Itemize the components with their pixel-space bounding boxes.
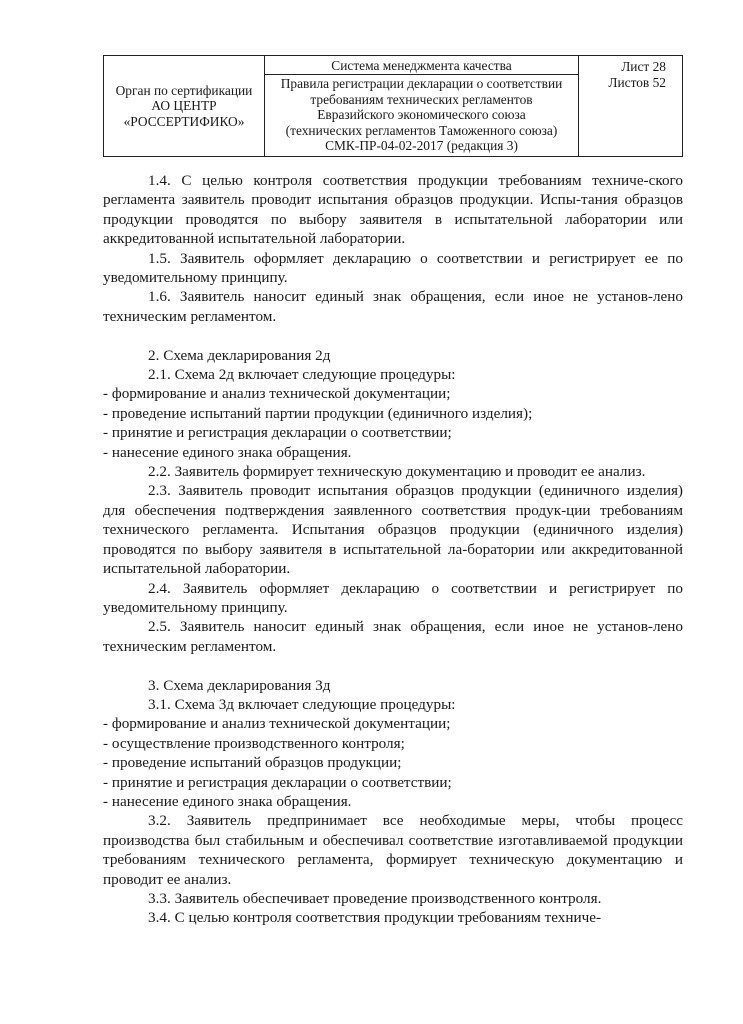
paragraph-2-1: 2.1. Схема 2д включает следующие процедуры: bbox=[148, 366, 456, 384]
sheet-number: Лист 28 bbox=[621, 59, 666, 74]
list-item: - проведение испытаний партии продукции (единичного изделия); bbox=[103, 404, 533, 422]
rules-line: Евразийского экономического союза bbox=[317, 107, 526, 122]
list-item: - формирование и анализ технической документации; bbox=[103, 715, 451, 733]
list-item: - принятие и регистрация декларации о соответствии; bbox=[103, 773, 452, 791]
org-line: «РОССЕРТИФИКО» bbox=[123, 113, 245, 129]
list-item: - нанесение единого знака обращения. bbox=[103, 443, 352, 461]
paragraph-3-2: 3.2. Заявитель предпринимает все необходимые меры, чтобы процесс производства был стабильным и обеспечивал соответствие изготавливаемой продукции требованиям технического регламента, формирует техническую документацию и проводит ее анализ. bbox=[103, 812, 683, 888]
section-heading-2: 2. Схема декларирования 2д bbox=[148, 346, 331, 364]
paragraph-3-1: 3.1. Схема 3д включает следующие процедуры: bbox=[148, 695, 456, 713]
section-heading-3: 3. Схема декларирования 3д bbox=[148, 676, 331, 694]
list-item: - принятие и регистрация декларации о соответствии; bbox=[103, 424, 452, 442]
paragraph-1-5: 1.5. Заявитель оформляет декларацию о соответствии и регистрирует ее по уведомительному принципу. bbox=[103, 249, 683, 287]
rules-title-cell bbox=[265, 75, 579, 157]
paragraph-1-6: 1.6. Заявитель наносит единый знак обращения, если иное не установ-лено техническим регламентом. bbox=[103, 288, 683, 325]
paragraph-1-4: 1.4. С целью контроля соответствия продукции требованиям техниче-ского регламента заявитель проводит испытания образцов продукции. Испы-тания образцов продукции проводятся по выбору заявителя в испытательной лаборатории или аккредитованной испытательной лаборатории. bbox=[103, 172, 683, 248]
quality-system-title: Система менеджмента качества bbox=[331, 58, 512, 73]
rules-line: Правила регистрации декларации о соответствии bbox=[280, 76, 563, 91]
sheets-total: Листов 52 bbox=[608, 74, 666, 90]
rules-line: (технических регламентов Таможенного союза) bbox=[285, 122, 558, 138]
paragraph-3-3: 3.3. Заявитель обеспечивает проведение производственного контроля. bbox=[148, 890, 602, 907]
paragraph-2-2: 2.2. Заявитель формирует техническую документацию и проводит ее анализ. bbox=[148, 463, 646, 481]
org-line: Орган по сертификации bbox=[115, 82, 253, 98]
document-body bbox=[103, 171, 683, 928]
document-header-table bbox=[103, 55, 683, 157]
list-item: - формирование и анализ технической документации; bbox=[103, 385, 451, 403]
org-line: АО ЦЕНТР bbox=[151, 98, 217, 114]
list-item: - проведение испытаний образцов продукции; bbox=[103, 754, 402, 772]
paragraph-2-5: 2.5. Заявитель наносит единый знак обращения, если иное не установ-лено техническим регламентом. bbox=[103, 618, 683, 655]
certification-body-cell bbox=[104, 56, 265, 157]
paragraph-3-4: 3.4. С целью контроля соответствия продукции требованиям техниче- bbox=[148, 909, 602, 927]
sheet-info-cell bbox=[579, 56, 683, 157]
document-code: СМК-ПР-04-02-2017 (редакция 3) bbox=[325, 138, 518, 153]
paragraph-2-4: 2.4. Заявитель оформляет декларацию о соответствии и регистрирует по уведомительному принципу. bbox=[103, 579, 683, 616]
spacer bbox=[103, 656, 683, 675]
quality-system-cell bbox=[265, 56, 579, 75]
list-item: - осуществление производственного контроля; bbox=[103, 734, 405, 752]
rules-line: требованиям технических регламентов bbox=[310, 91, 533, 107]
list-item: - нанесение единого знака обращения. bbox=[103, 792, 352, 810]
spacer bbox=[103, 326, 683, 345]
paragraph-2-3: 2.3. Заявитель проводит испытания образцов продукции (единичного изделия) для обеспечения подтверждения заявленного соответствия продук-ции требованиям технического регламента. Испытания образцов продукции (единичного изделия) проводятся по выбору заявителя в испытательной ла-боратории или аккредитованной испытательной лаборатории. bbox=[103, 482, 683, 578]
